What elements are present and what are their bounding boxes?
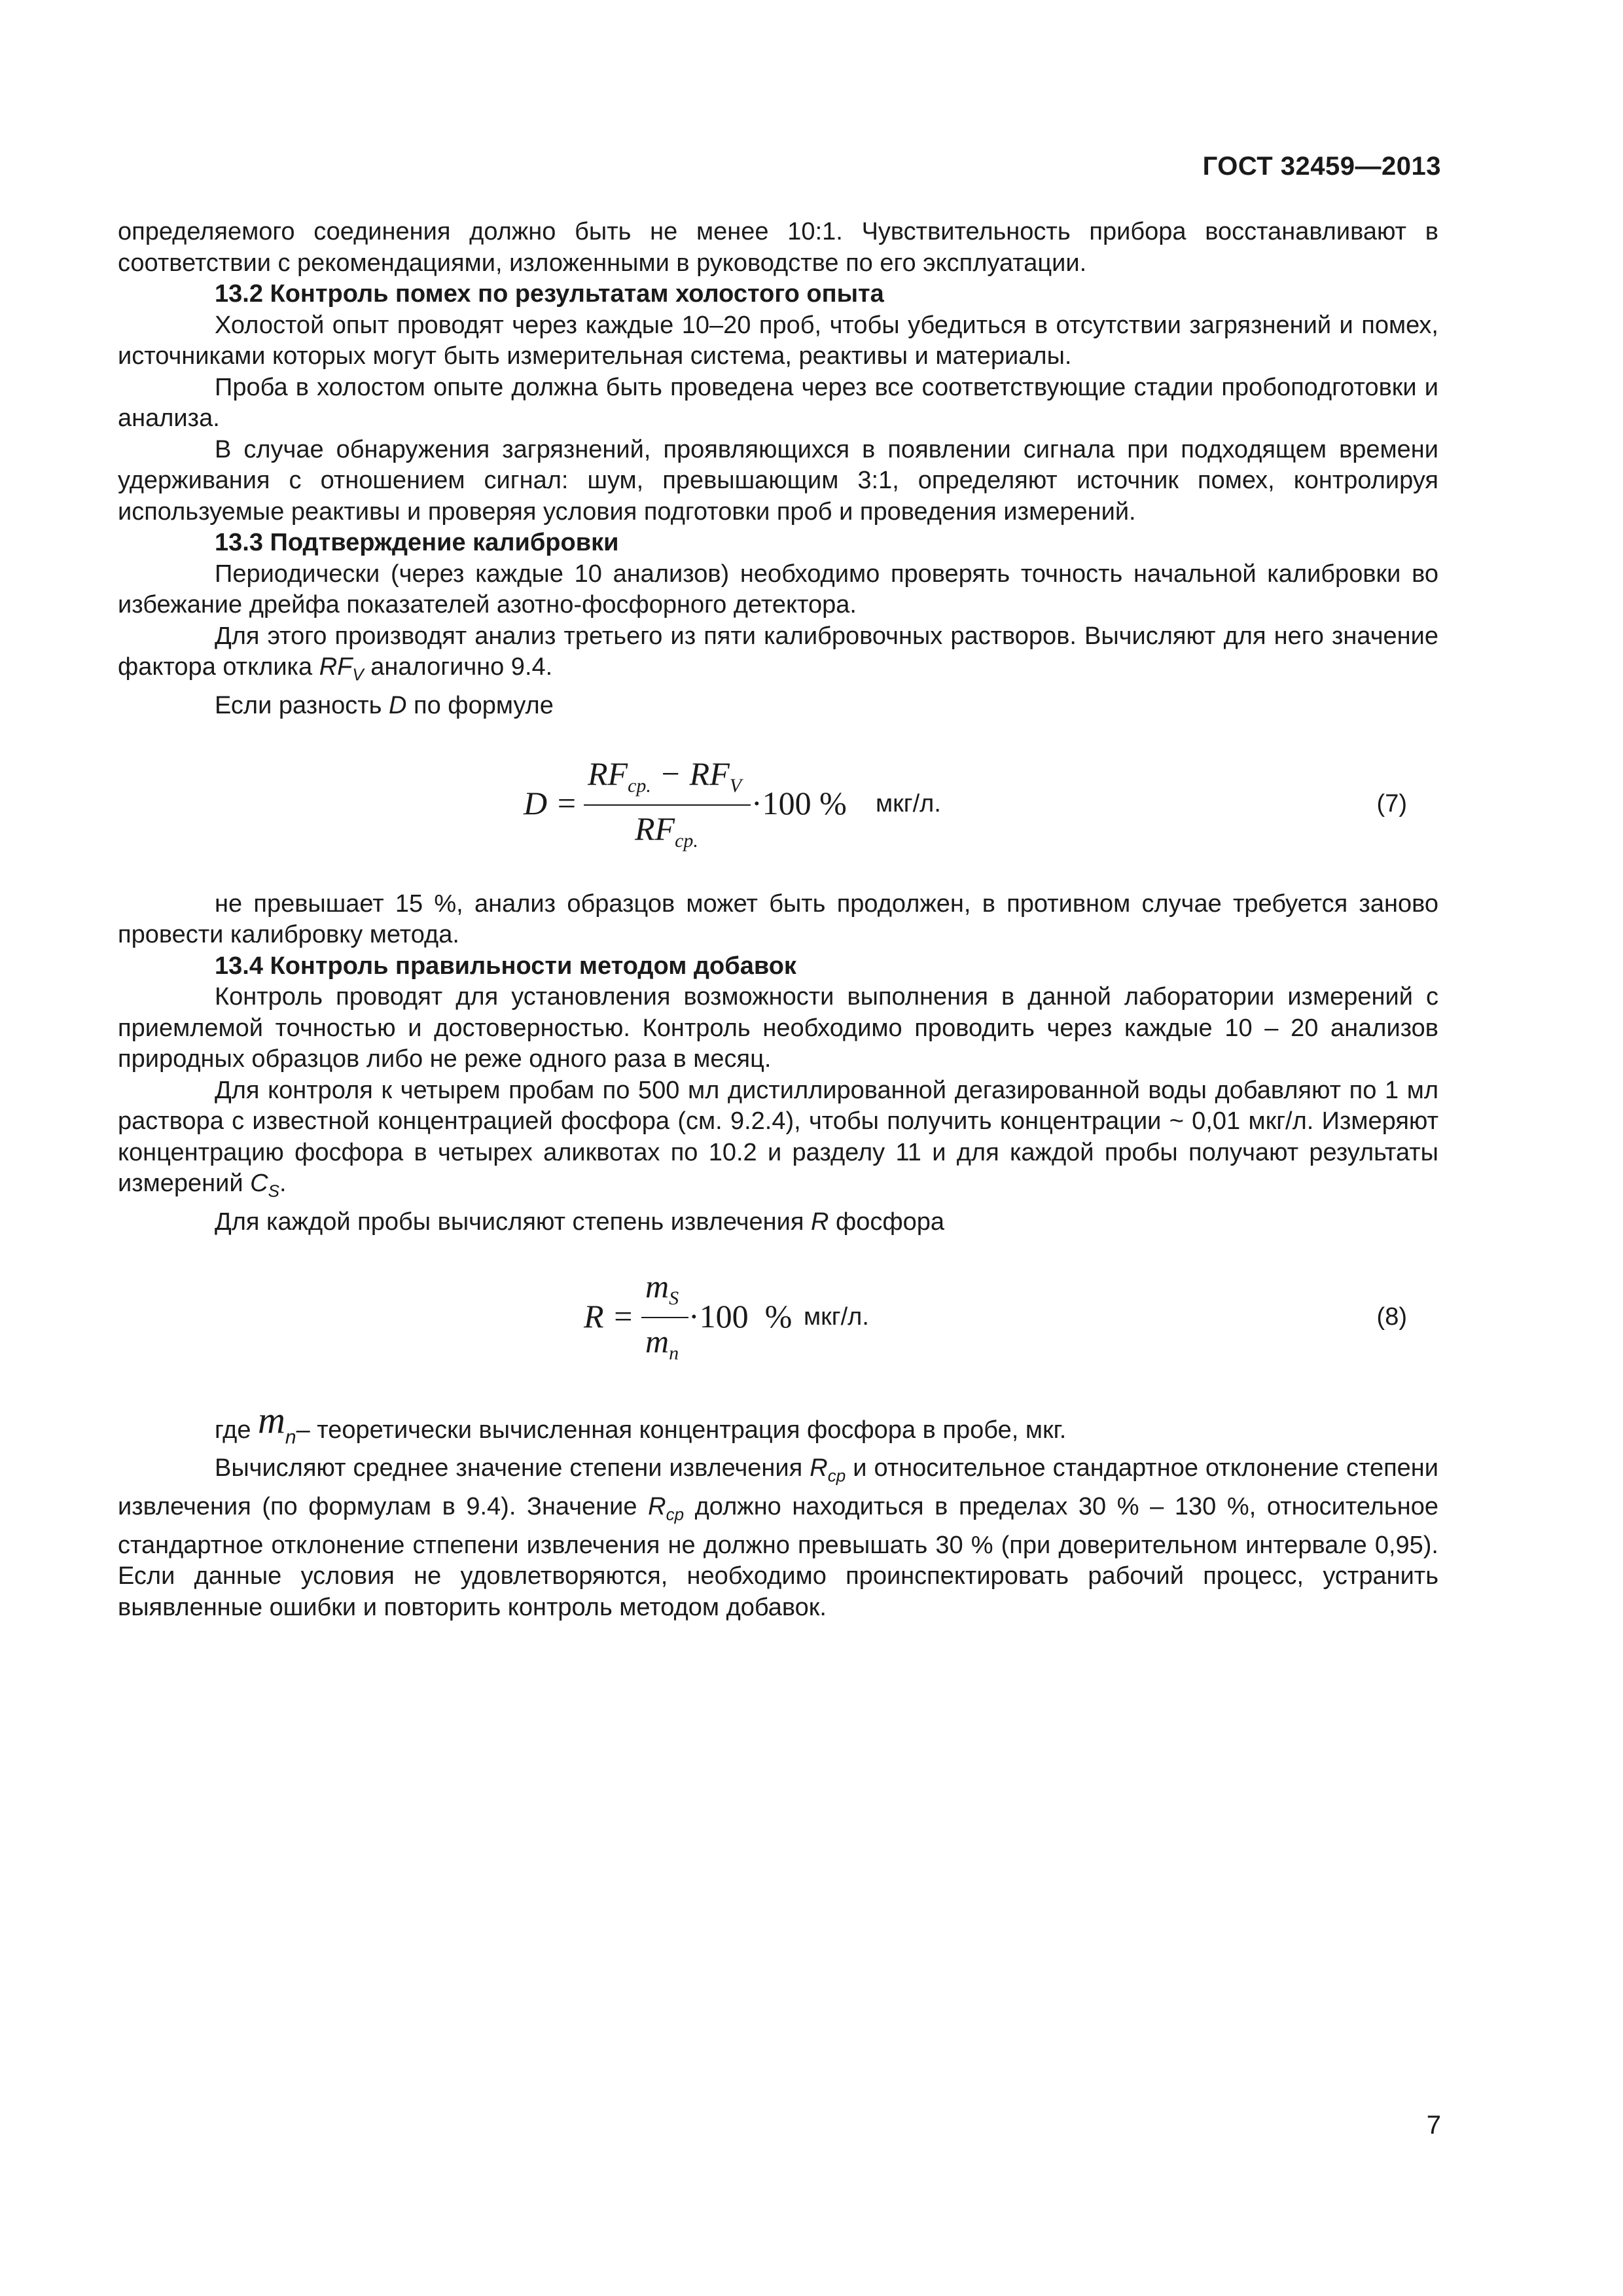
equation-number: (7) — [1376, 789, 1407, 817]
text: Для контроля к четырем пробам по 500 мл дистиллированной дегазированной воды добавляют по 1 мл раствора с известной концентрацией фосфора (см. 9.2.4), чтобы получить концентрации ~ 0,01 мкг/л. Измеряют концентрацию фосфора в четырех аликвотах по 10.2 и разделу 11 и для каждой пробы получают результаты измерений — [118, 1076, 1438, 1198]
paragraph: Проба в холостом опыте должна быть проведена через все соответствующие стадии пробоподготовки и анализа. — [118, 373, 1438, 432]
subscript: S — [268, 1181, 279, 1201]
formula-sub: ср. — [628, 774, 651, 797]
formula-numerator — [645, 1268, 679, 1316]
formula-sub: n — [669, 1342, 679, 1364]
variable: m — [258, 1398, 285, 1441]
formula-denominator — [635, 811, 698, 859]
variable: RF — [319, 653, 353, 681]
text: Для каждой пробы вычисляют степень извлечения — [215, 1208, 811, 1236]
subscript: ср — [666, 1504, 685, 1524]
fraction-bar — [641, 1317, 688, 1318]
formula-tail: ·100 % — [751, 784, 847, 821]
formula-unit: мкг/л. — [804, 1302, 869, 1331]
formula-numerator — [588, 756, 741, 804]
page-number: 7 — [1426, 2111, 1441, 2140]
formula-var: m — [645, 1322, 669, 1359]
formula-sub: ср. — [675, 829, 698, 852]
formula-sub: V — [729, 774, 742, 797]
formula-minus: − — [651, 755, 690, 792]
paragraph: Холостой опыт проводят через каждые 10–20 проб, чтобы убедиться в отсутствии загрязнений и помех, источниками которых могут быть измерительная система, реактивы и материалы. — [118, 311, 1438, 370]
document-body — [118, 217, 1438, 1623]
paragraph — [118, 621, 1438, 691]
text: фосфора — [829, 1208, 945, 1236]
section-heading-13-2: 13.2 Контроль помех по результатам холостого опыта — [215, 280, 884, 308]
subscript: n — [285, 1426, 296, 1448]
variable: R — [810, 1208, 829, 1236]
variable: D — [389, 692, 407, 720]
formula-var: RF — [588, 755, 628, 792]
text: аналогично 9.4. — [363, 653, 553, 681]
paragraph — [118, 1453, 1438, 1624]
equation-number: (8) — [1376, 1302, 1407, 1331]
formula-var: m — [645, 1267, 669, 1304]
text: Вычисляют среднее значение степени извлечения — [215, 1454, 810, 1482]
text: и относительное стандартное отклонение степени извлечения (по формулам в 9.4). Значение — [118, 1454, 1438, 1520]
formula-var: RF — [689, 755, 730, 792]
formula-unit: мкг/л. — [876, 789, 941, 817]
subscript: ср — [827, 1465, 846, 1486]
formula-var: RF — [635, 810, 675, 847]
paragraph: Контроль проводят для установления возможности выполнения в данной лаборатории измерений с приемлемой точностью и достоверностью. Контроль необходимо проводить через каждые 10 – 20 анализов природных образцов либо не реже одного раза в месяц. — [118, 983, 1438, 1073]
text: . — [279, 1170, 287, 1198]
where-clause — [118, 1398, 1438, 1453]
text: где — [215, 1416, 259, 1444]
paragraph — [118, 691, 1438, 722]
text: Для этого производят анализ третьего из пяти калибровочных растворов. Вычисляют для него значение фактора отклика — [118, 622, 1438, 681]
text: Если разность — [215, 692, 389, 720]
text: по формуле — [406, 692, 554, 720]
formula-8 — [118, 1238, 1438, 1402]
formula-tail: ·100 % — [688, 1297, 793, 1335]
formula-sub: S — [669, 1287, 679, 1309]
section-heading-13-3: 13.3 Подтверждение калибровки — [215, 529, 619, 556]
variable: R — [810, 1454, 828, 1482]
paragraph: не превышает 15 %, анализ образцов может быть продолжен, в противном случае требуется заново провести калибровку метода. — [118, 889, 1438, 949]
document-header: ГОСТ 32459—2013 — [1202, 152, 1441, 181]
variable: R — [648, 1492, 666, 1520]
paragraph-intro: определяемого соединения должно быть не менее 10:1. Чувствительность прибора восстанавливают в соответствии с рекомендациями, изложенными в руководстве по его эксплуатации. — [118, 218, 1438, 277]
formula-lhs: D = — [524, 784, 578, 821]
paragraph — [118, 1075, 1438, 1208]
subscript: V — [352, 664, 364, 685]
text: должно находиться в пределах 30 % – 130 %, относительное стандартное отклонение стпепени извлечения не должно превышать 30 % (при доверительном интервале 0,95). Если данные условия не удовлетворяются, необходимо проинспектировать рабочий процесс, устранить выявленные ошибки и повторить контроль методом добавок. — [118, 1492, 1438, 1621]
formula-7 — [118, 722, 1438, 889]
text: – теоретически вычисленная концентрация фосфора в пробе, мкг. — [296, 1416, 1067, 1444]
fraction-bar — [584, 804, 751, 806]
paragraph — [118, 1207, 1438, 1238]
formula-lhs: R = — [584, 1297, 634, 1335]
variable: C — [250, 1170, 268, 1198]
paragraph: В случае обнаружения загрязнений, проявляющихся в появлении сигнала при подходящем времени удерживания с отношением сигнал: шум, превышающим 3:1, определяют источник помех, контролируя используемые реактивы и проверяя условия подготовки проб и проведения измерений. — [118, 435, 1438, 526]
paragraph: Периодически (через каждые 10 анализов) необходимо проверять точность начальной калибровки во избежание дрейфа показателей азотно-фосфорного детектора. — [118, 560, 1438, 619]
section-heading-13-4: 13.4 Контроль правильности методом добавок — [215, 952, 796, 980]
formula-denominator — [645, 1323, 679, 1371]
